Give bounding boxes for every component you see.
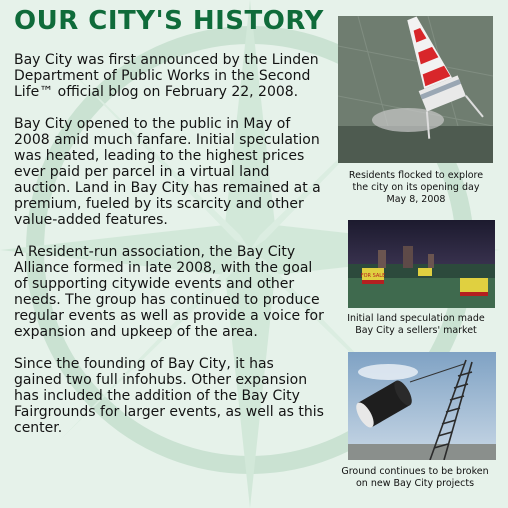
caption-line: Residents flocked to explore (348, 170, 484, 181)
history-paragraph: Since the founding of Bay City, it has gained two full infohubs. Other expansion has included the addition of the Bay City Fairgrounds for larger events, as well as this center. (14, 356, 324, 436)
caption-line: May 8, 2008 (386, 194, 446, 205)
construction-photo (348, 352, 496, 460)
land-sale-photo (348, 220, 495, 308)
caption-line: Ground continues to be broken (341, 466, 489, 477)
page-title: OUR CITY'S HISTORY (14, 6, 324, 36)
caption-line: Initial land speculation made (347, 313, 485, 324)
lighthouse-caption (336, 170, 496, 206)
history-paragraph: Bay City opened to the public in May of 2008 amid much fanfare. Initial speculation was heated, leading to the highest prices ever paid per parcel in a virtual land auction. Land in Bay City has remained at a premium, fueled by its scarcity and other value-added features. (14, 116, 321, 228)
sale-sign-text: FOR SALE (360, 273, 386, 279)
lighthouse-photo (338, 16, 493, 163)
lighthouse-illustration (338, 16, 493, 163)
history-text (14, 52, 326, 452)
construction-illustration (348, 352, 496, 460)
construction-caption (330, 466, 500, 490)
history-paragraph: A Resident-run association, the Bay City Alliance formed in late 2008, with the goal of supporting citywide events and other needs. The group has continued to produce regular events as well as provide a voice for expansion and upkeep of the area. (14, 244, 324, 340)
caption-line: on new Bay City projects (355, 478, 475, 489)
land-sale-caption (336, 313, 496, 337)
caption-line: Bay City a sellers' market (355, 325, 477, 336)
history-paragraph: Bay City was first announced by the Linden Department of Public Works in the Second Life™ official blog on February 22, 2008. (14, 52, 319, 100)
land-sale-illustration (348, 220, 495, 308)
caption-line: the city on its opening day (352, 182, 480, 193)
